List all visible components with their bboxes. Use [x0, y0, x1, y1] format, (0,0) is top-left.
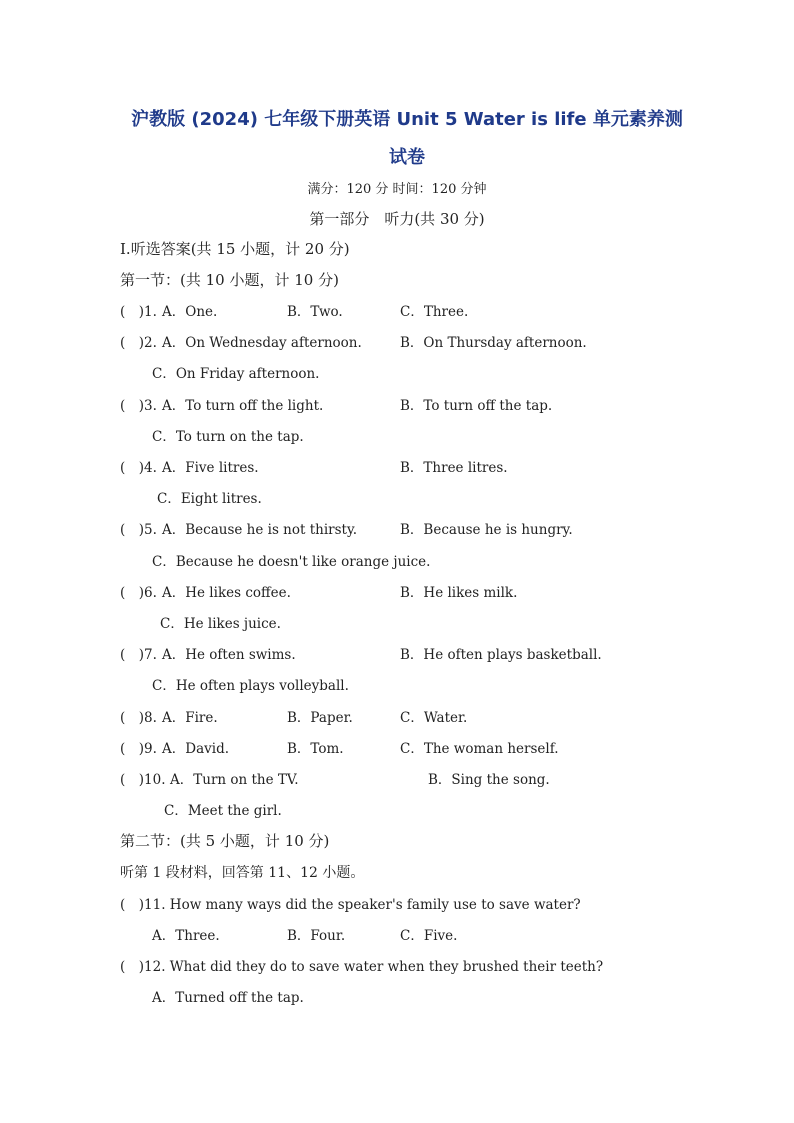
option-a: A．Turn on the TV.: [170, 772, 299, 788]
option-b: B．Four.: [287, 928, 346, 944]
option-c: C．To turn on the tap.: [152, 429, 304, 445]
question-number: ( )7.: [120, 647, 157, 663]
option-b: B．Two.: [287, 304, 343, 320]
option-b: B．He often plays basketball.: [400, 647, 602, 663]
question-number: ( )8.: [120, 710, 157, 726]
question-number: ( )1.: [120, 304, 157, 320]
part-heading: 第一部分 听力(共 30 分): [309, 210, 485, 228]
question-number: ( )4.: [120, 460, 157, 476]
question-stem: ( )12. What did they do to save water when they brushed their teeth?: [120, 959, 604, 975]
question-number: ( )9.: [120, 741, 157, 757]
option-c: C．Meet the girl.: [164, 803, 282, 819]
question-number: ( )10.: [120, 772, 166, 788]
option-b: B．Because he is hungry.: [400, 522, 573, 538]
option-a: A．Because he is not thirsty.: [162, 522, 358, 538]
option-c: C．Eight litres.: [157, 491, 262, 507]
question-number: ( )3.: [120, 398, 157, 414]
option-a: A．Three.: [152, 928, 220, 944]
option-c: C．The woman herself.: [400, 741, 559, 757]
question-number: ( )5.: [120, 522, 157, 538]
option-b: B．Paper.: [287, 710, 353, 726]
option-a: A．To turn off the light.: [162, 398, 324, 414]
question-number: ( )6.: [120, 585, 157, 601]
option-a: A．Five litres.: [162, 460, 259, 476]
option-a: A．David.: [162, 741, 229, 757]
option-c: C．Five.: [400, 928, 458, 944]
listening-note: 听第 1 段材料，回答第 11、12 小题。: [120, 865, 365, 881]
option-a: A．Turned off the tap.: [152, 990, 304, 1006]
option-a: A．One.: [162, 304, 218, 320]
option-a: A．On Wednesday afternoon.: [162, 335, 362, 351]
option-b: B．Sing the song.: [428, 772, 550, 788]
question-number: ( )2.: [120, 335, 157, 351]
option-c: C．Water.: [400, 710, 468, 726]
option-b: B．To turn off the tap.: [400, 398, 553, 414]
option-c: C．Because he doesn't like orange juice.: [152, 554, 431, 570]
option-b: B．Tom.: [287, 741, 344, 757]
option-a: A．He often swims.: [162, 647, 296, 663]
option-c: C．He likes juice.: [160, 616, 281, 632]
section-heading: Ⅰ.听选答案(共 15 小题，计 20 分): [120, 240, 350, 258]
question-stem: ( )11. How many ways did the speaker's family use to save water?: [120, 897, 581, 913]
exam-title-line2: 试卷: [389, 147, 425, 168]
option-c: C．He often plays volleyball.: [152, 678, 349, 694]
exam-title-line1: 沪教版 (2024) 七年级下册英语 Unit 5 Water is life 单元素养测: [131, 109, 683, 130]
subsection1-heading: 第一节：(共 10 小题，计 10 分): [120, 271, 339, 289]
option-c: C．Three.: [400, 304, 469, 320]
option-c: C．On Friday afternoon.: [152, 366, 320, 382]
exam-meta: 满分：120 分 时间：120 分钟: [307, 182, 487, 197]
option-b: B．He likes milk.: [400, 585, 518, 601]
subsection2-heading: 第二节：(共 5 小题，计 10 分): [120, 832, 330, 850]
option-a: A．He likes coffee.: [162, 585, 291, 601]
option-b: B．On Thursday afternoon.: [400, 335, 587, 351]
option-a: A．Fire.: [162, 710, 218, 726]
option-b: B．Three litres.: [400, 460, 508, 476]
